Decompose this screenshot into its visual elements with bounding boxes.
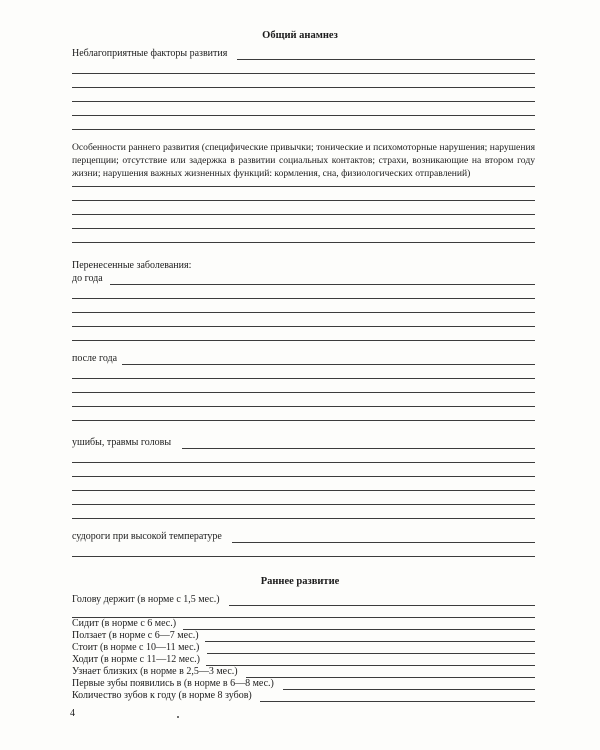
answer-line[interactable]	[72, 242, 535, 243]
label-holds-head: Голову держит (в норме с 1,5 мес.)	[72, 594, 220, 605]
answer-line[interactable]	[72, 129, 535, 130]
answer-line-crawls[interactable]	[205, 641, 535, 642]
answer-line-walks[interactable]	[206, 665, 535, 666]
answer-line[interactable]	[72, 87, 535, 88]
answer-line[interactable]	[72, 518, 535, 519]
answer-line[interactable]	[72, 228, 535, 229]
label-after-year: после года	[72, 353, 118, 364]
section-title-general-anamnesis: Общий анамнез	[262, 30, 338, 41]
label-teeth-count: Количество зубов к году (в норме 8 зубов)	[72, 690, 252, 701]
label-past-diseases: Перенесенные заболевания:	[72, 260, 192, 271]
answer-line[interactable]	[72, 298, 535, 299]
page-number: 4	[70, 708, 75, 719]
label-recognizes-relatives: Узнает близких (в норме в 2,5—3 мес.)	[72, 666, 238, 677]
answer-line-recognizes-relatives[interactable]	[246, 677, 535, 678]
answer-line-before-year[interactable]	[110, 284, 535, 285]
answer-line-febrile-convulsions[interactable]	[232, 542, 535, 543]
answer-line-adverse-factors[interactable]	[237, 59, 535, 60]
label-early-development-features: Особенности раннего развития (специфические привычки; тонические и психомоторные нарушения; нарушения перцепции; отсутствие или задержка в развитии социальных контактов; страхи, возникающие на втором году жизни; нарушения важных жизненных функций: кормления, сна, физиологических отправлений)	[72, 142, 535, 180]
label-before-year: до года	[72, 273, 103, 284]
answer-line-sits[interactable]	[183, 629, 535, 630]
answer-line[interactable]	[72, 312, 535, 313]
answer-line[interactable]	[72, 340, 535, 341]
answer-line-head-injuries[interactable]	[182, 448, 535, 449]
answer-line[interactable]	[72, 462, 535, 463]
answer-line-holds-head[interactable]	[229, 605, 535, 606]
answer-line-first-teeth[interactable]	[283, 689, 535, 690]
answer-line[interactable]	[72, 186, 535, 187]
answer-line[interactable]	[72, 73, 535, 74]
label-febrile-convulsions: судороги при высокой температуре	[72, 531, 222, 542]
answer-line[interactable]	[72, 214, 535, 215]
answer-line-stands[interactable]	[207, 653, 535, 654]
label-head-injuries: ушибы, травмы головы	[72, 437, 172, 448]
print-speck	[177, 716, 179, 718]
label-walks: Ходит (в норме с 11—12 мес.)	[72, 654, 200, 665]
label-stands: Стоит (в норме с 10—11 мес.)	[72, 642, 200, 653]
answer-line[interactable]	[72, 115, 535, 116]
answer-line[interactable]	[72, 326, 535, 327]
answer-line[interactable]	[72, 101, 535, 102]
answer-line[interactable]	[72, 476, 535, 477]
answer-line[interactable]	[72, 420, 535, 421]
answer-line-teeth-count[interactable]	[260, 701, 535, 702]
section-title-early-development: Раннее развитие	[260, 576, 340, 587]
label-crawls: Ползает (в норме с 6—7 мес.)	[72, 630, 199, 641]
answer-line[interactable]	[72, 490, 535, 491]
answer-line-after-year[interactable]	[122, 364, 535, 365]
label-adverse-factors: Неблагоприятные факторы развития	[72, 48, 228, 59]
answer-line[interactable]	[72, 406, 535, 407]
answer-line[interactable]	[72, 504, 535, 505]
answer-line[interactable]	[72, 392, 535, 393]
label-first-teeth: Первые зубы появились в (в норме в 6—8 мес.)	[72, 678, 274, 689]
answer-line[interactable]	[72, 556, 535, 557]
label-sits: Сидит (в норме с 6 мес.)	[72, 618, 177, 629]
answer-line[interactable]	[72, 378, 535, 379]
answer-line[interactable]	[72, 200, 535, 201]
